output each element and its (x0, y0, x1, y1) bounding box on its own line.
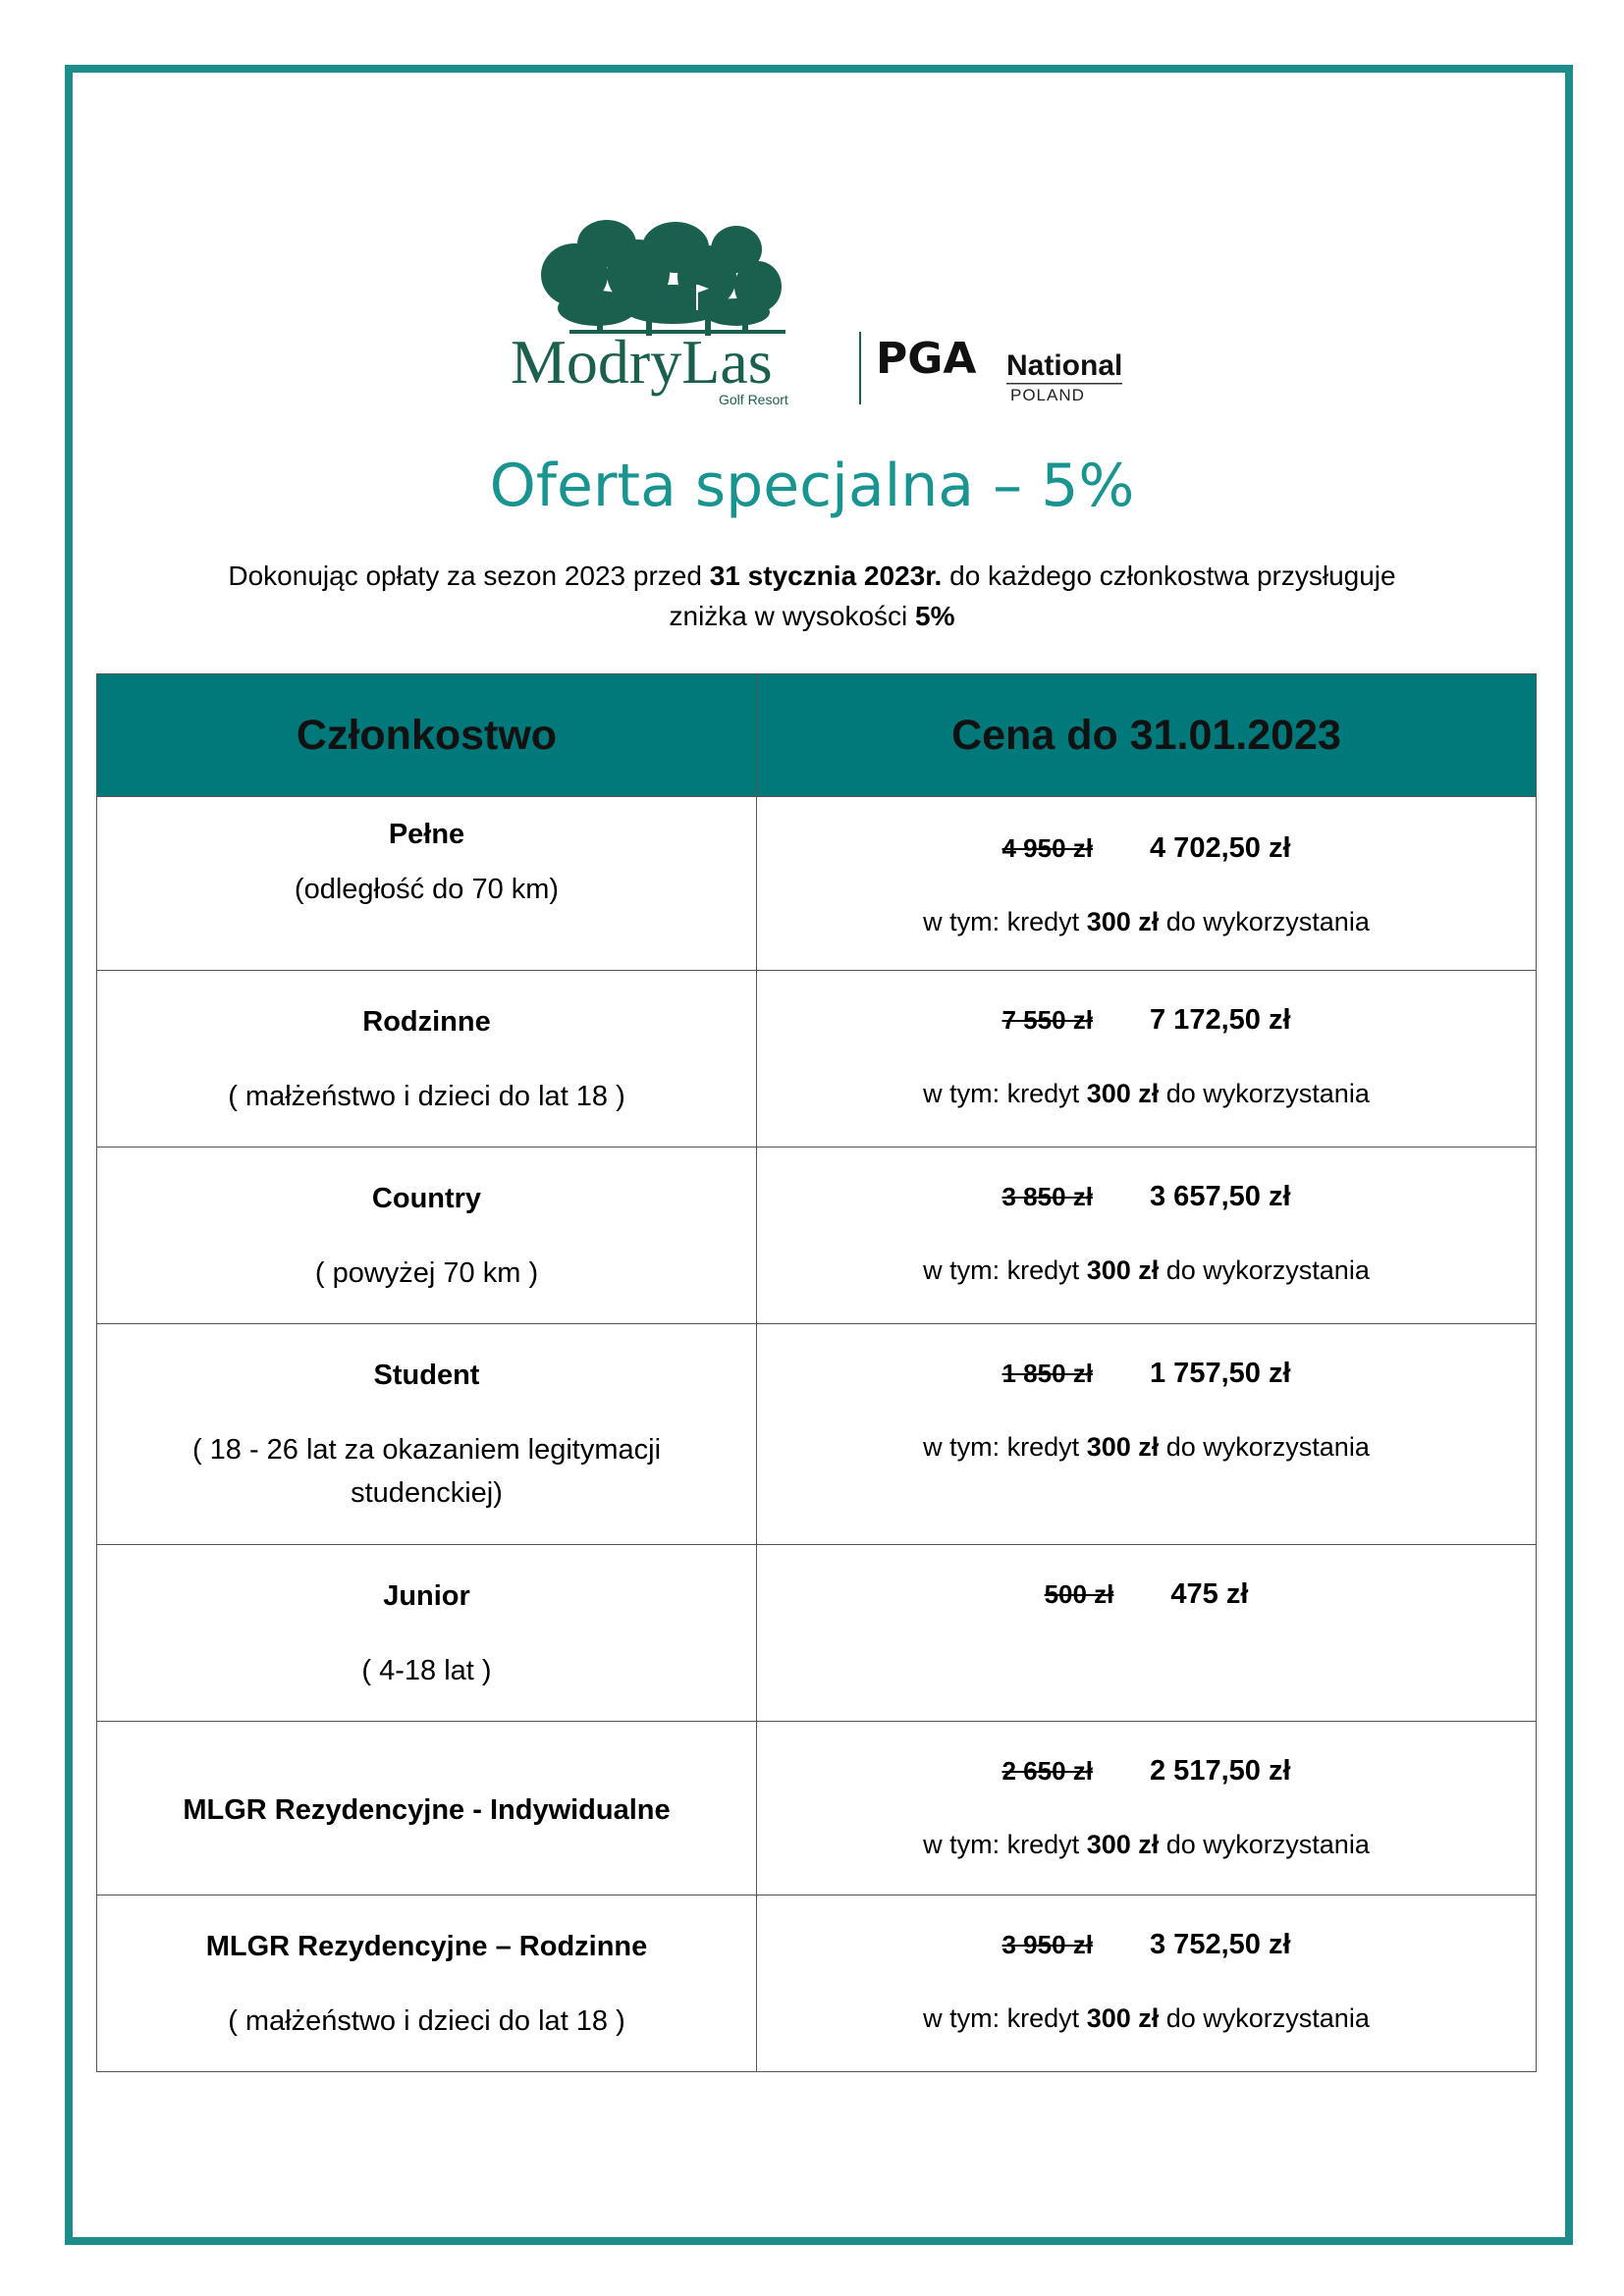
poland-text: POLAND (1010, 386, 1085, 404)
pga-text: PGA (876, 334, 977, 384)
table-row (97, 1722, 1537, 1896)
credit-suffix: do wykorzystania (1159, 2003, 1370, 2033)
new-price: 3 657,50 zł (1150, 1181, 1291, 1212)
new-price: 1 757,50 zł (1150, 1358, 1291, 1389)
membership-name: Rodzinne (362, 1006, 491, 1038)
price-line (757, 1004, 1536, 1037)
membership-name: Junior (383, 1580, 470, 1612)
intro-discount: 5% (915, 601, 955, 631)
credit-prefix: w tym: kredyt (923, 907, 1087, 936)
membership-cell (97, 1896, 757, 2072)
credit-amount: 300 zł (1086, 1432, 1160, 1462)
membership-description: ( małżeństwo i dzieci do lat 18 ) (228, 1081, 625, 1112)
price-cell (757, 797, 1537, 971)
price-line (757, 1181, 1536, 1213)
intro-text (147, 556, 1477, 636)
credit-suffix: do wykorzystania (1159, 1255, 1370, 1285)
old-price: 7 550 zł (1001, 1005, 1093, 1035)
price-cell (757, 1722, 1537, 1896)
table-row (97, 971, 1537, 1148)
credit-prefix: w tym: kredyt (923, 1432, 1087, 1462)
price-line (757, 1578, 1536, 1611)
logo-divider (859, 332, 861, 404)
table-header-row (97, 674, 1537, 797)
old-price: 2 650 zł (1001, 1756, 1093, 1786)
membership-name: Country (371, 1183, 482, 1214)
new-price: 3 752,50 zł (1150, 1929, 1291, 1960)
table-row (97, 1545, 1537, 1722)
membership-description: ( powyżej 70 km ) (314, 1257, 539, 1289)
new-price: 475 zł (1170, 1578, 1249, 1610)
national-underline (1006, 383, 1122, 385)
intro-deadline: 31 stycznia 2023r. (709, 561, 943, 591)
credit-prefix: w tym: kredyt (923, 2003, 1087, 2033)
old-price: 3 950 zł (1001, 1930, 1093, 1959)
table-row (97, 797, 1537, 971)
table-row (97, 1148, 1537, 1324)
header-membership: Członkostwo (97, 674, 757, 797)
credit-note (757, 2003, 1536, 2034)
price-line (757, 1929, 1536, 1961)
credit-note (757, 1255, 1536, 1286)
credit-note (757, 1432, 1536, 1463)
price-line (757, 1358, 1536, 1390)
membership-name: MLGR Rezydencyjne - Indywidualne (183, 1794, 671, 1826)
credit-suffix: do wykorzystania (1159, 1079, 1370, 1108)
price-cell (757, 1324, 1537, 1545)
membership-cell (97, 797, 757, 971)
credit-suffix: do wykorzystania (1159, 1830, 1370, 1859)
credit-amount: 300 zł (1086, 1079, 1160, 1108)
price-line (757, 832, 1536, 865)
credit-note (757, 907, 1536, 937)
logo-brand: ModryLas (511, 327, 773, 397)
new-price: 2 517,50 zł (1150, 1755, 1291, 1787)
intro-line1-a: Dokonując opłaty za sezon 2023 przed (228, 561, 710, 591)
membership-description: ( małżeństwo i dzieci do lat 18 ) (228, 2005, 625, 2037)
logo-sub: Golf Resort (719, 392, 788, 407)
table-row (97, 1896, 1537, 2072)
new-price: 4 702,50 zł (1150, 832, 1291, 864)
membership-cell (97, 1545, 757, 1722)
new-price: 7 172,50 zł (1150, 1004, 1291, 1036)
credit-amount: 300 zł (1086, 2003, 1160, 2033)
modrylas-pga-logo (501, 206, 1129, 412)
price-cell (757, 1545, 1537, 1722)
price-cell (757, 1148, 1537, 1324)
membership-cell (97, 971, 757, 1148)
credit-note (757, 1830, 1536, 1860)
header-price: Cena do 31.01.2023 (757, 674, 1537, 797)
price-line (757, 1755, 1536, 1788)
credit-note (757, 1079, 1536, 1109)
credit-prefix: w tym: kredyt (923, 1079, 1087, 1108)
offer-title: Oferta specjalna – 5% (489, 452, 1135, 520)
membership-name: Student (373, 1360, 480, 1391)
national-text: National (1006, 349, 1123, 382)
intro-line2-a: zniżka w wysokości (669, 601, 916, 631)
price-cell (757, 971, 1537, 1148)
membership-name: Pełne (388, 819, 465, 850)
membership-cell (97, 1324, 757, 1545)
old-price: 500 zł (1044, 1579, 1114, 1609)
credit-prefix: w tym: kredyt (923, 1830, 1087, 1859)
credit-suffix: do wykorzystania (1159, 907, 1370, 936)
old-price: 3 850 zł (1001, 1182, 1093, 1211)
membership-name: MLGR Rezydencyjne – Rodzinne (205, 1931, 648, 1962)
credit-amount: 300 zł (1086, 1255, 1160, 1285)
membership-cell (97, 1722, 757, 1896)
credit-suffix: do wykorzystania (1159, 1432, 1370, 1462)
old-price: 1 850 zł (1001, 1359, 1093, 1388)
credit-amount: 300 zł (1086, 1830, 1160, 1859)
membership-description: ( 4-18 lat ) (361, 1655, 492, 1686)
membership-cell (97, 1148, 757, 1324)
price-cell (757, 1896, 1537, 2072)
old-price: 4 950 zł (1001, 833, 1093, 863)
intro-line1-c: do każdego członkostwa przysługuje (942, 561, 1396, 591)
trees-icon (541, 220, 785, 336)
membership-description: ( 18 - 26 lat za okazaniem legitymacji studenckiej) (191, 1434, 662, 1509)
credit-amount: 300 zł (1086, 907, 1160, 936)
membership-description: (odległość do 70 km) (294, 874, 560, 905)
table-row (97, 1324, 1537, 1545)
membership-price-table (96, 673, 1537, 2072)
credit-prefix: w tym: kredyt (923, 1255, 1087, 1285)
